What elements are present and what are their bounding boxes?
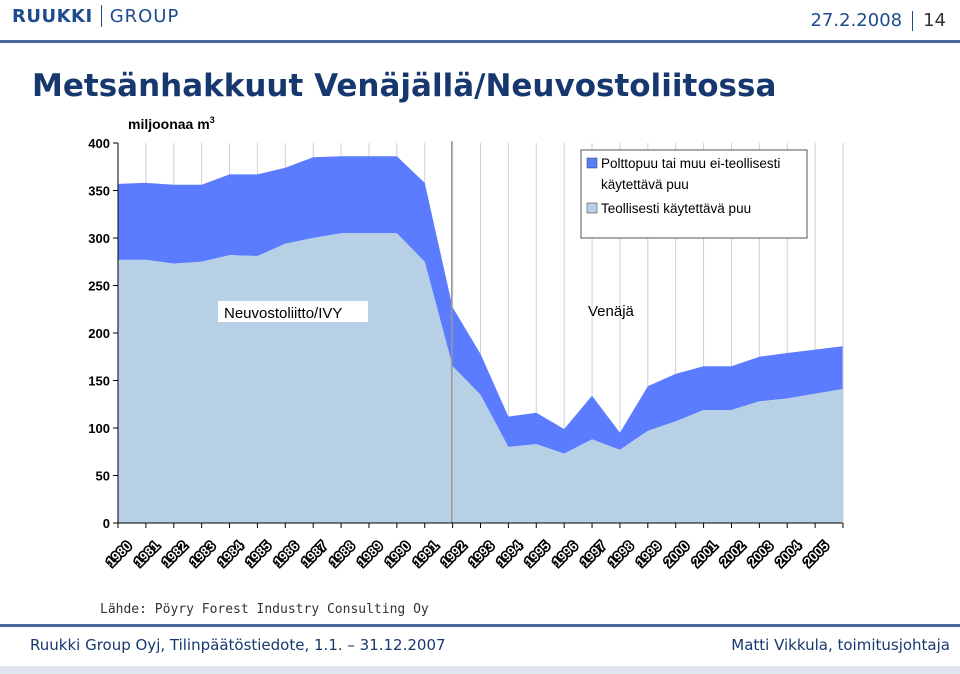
legend-label-fuel-1: Polttopuu tai muu ei-teollisesti — [601, 156, 781, 171]
unit-label-text: miljoonaa m — [128, 116, 210, 132]
x-tick-label: 1983 — [186, 538, 219, 570]
y-tick-label: 300 — [88, 231, 110, 246]
x-tick-label: 1998 — [605, 538, 637, 570]
x-tick-label: 1985 — [242, 538, 274, 570]
x-tick-label: 2004 — [772, 538, 804, 570]
unit-label — [128, 115, 215, 132]
source-note: Lähde: Pöyry Forest Industry Consulting Oy — [100, 602, 429, 617]
x-tick-label: 2005 — [800, 538, 832, 570]
logo-main-text: RUUKKI — [12, 5, 93, 27]
footer-company: Ruukki Group Oyj, Tilinpäätöstiedote, 1.1. – 31.12.2007 — [30, 636, 446, 654]
legend-swatch-fuel — [587, 158, 597, 168]
unit-label-superscript: 3 — [209, 115, 215, 125]
logo-sub-text: GROUP — [109, 5, 180, 27]
x-tick-label: 1982 — [159, 538, 191, 570]
x-tick-label: 1988 — [326, 538, 358, 570]
x-tick-label: 1981 — [131, 538, 163, 570]
x-tick-label: 2000 — [660, 538, 693, 570]
y-tick-label: 150 — [88, 373, 110, 389]
x-tick-label: 2002 — [716, 538, 748, 570]
y-tick-label: 0 — [102, 516, 110, 531]
x-tick-label: 1989 — [354, 538, 386, 570]
legend-swatch-industrial — [587, 203, 597, 213]
x-tick-label: 1987 — [298, 538, 330, 570]
slide-title: Metsänhakkuut Venäjällä/Neuvostoliitossa — [32, 68, 777, 104]
annotation-russia: Venäjä — [588, 303, 634, 320]
x-tick-label: 1992 — [437, 538, 469, 570]
header-date: 27.2.2008 — [810, 10, 903, 31]
x-tick-label: 1995 — [521, 538, 553, 570]
legend-label-industrial: Teollisesti käytettävä puu — [601, 201, 752, 216]
y-tick-label: 400 — [88, 136, 110, 151]
x-tick-label: 1980 — [103, 538, 135, 570]
y-tick-label: 250 — [88, 278, 110, 294]
x-tick-label: 2003 — [744, 538, 776, 570]
x-tick-label: 1984 — [214, 538, 246, 570]
x-tick-label: 1993 — [465, 538, 497, 570]
y-tick-label: 50 — [95, 468, 110, 484]
legend-label-fuel-2: käytettävä puu — [601, 177, 689, 192]
y-tick-label: 200 — [88, 326, 110, 341]
x-tick-label: 1986 — [270, 538, 302, 570]
y-tick-label: 350 — [88, 183, 110, 199]
x-tick-label: 2001 — [688, 538, 720, 570]
chart-legend — [581, 150, 807, 238]
page-number: 14 — [923, 10, 946, 31]
footer-band — [0, 666, 960, 674]
x-tick-label: 1999 — [633, 538, 665, 570]
annotation-soviet: Neuvostoliitto/IVY — [224, 305, 343, 322]
x-tick-label: 1997 — [577, 538, 609, 570]
footer-rule — [0, 624, 960, 627]
x-tick-label: 1996 — [549, 538, 581, 570]
y-tick-label: 100 — [88, 421, 110, 436]
x-tick-label: 1990 — [382, 538, 414, 570]
footer-presenter: Matti Vikkula, toimitusjohtaja — [731, 636, 950, 654]
x-tick-label: 1994 — [493, 538, 525, 570]
x-tick-label: 1991 — [410, 538, 442, 570]
